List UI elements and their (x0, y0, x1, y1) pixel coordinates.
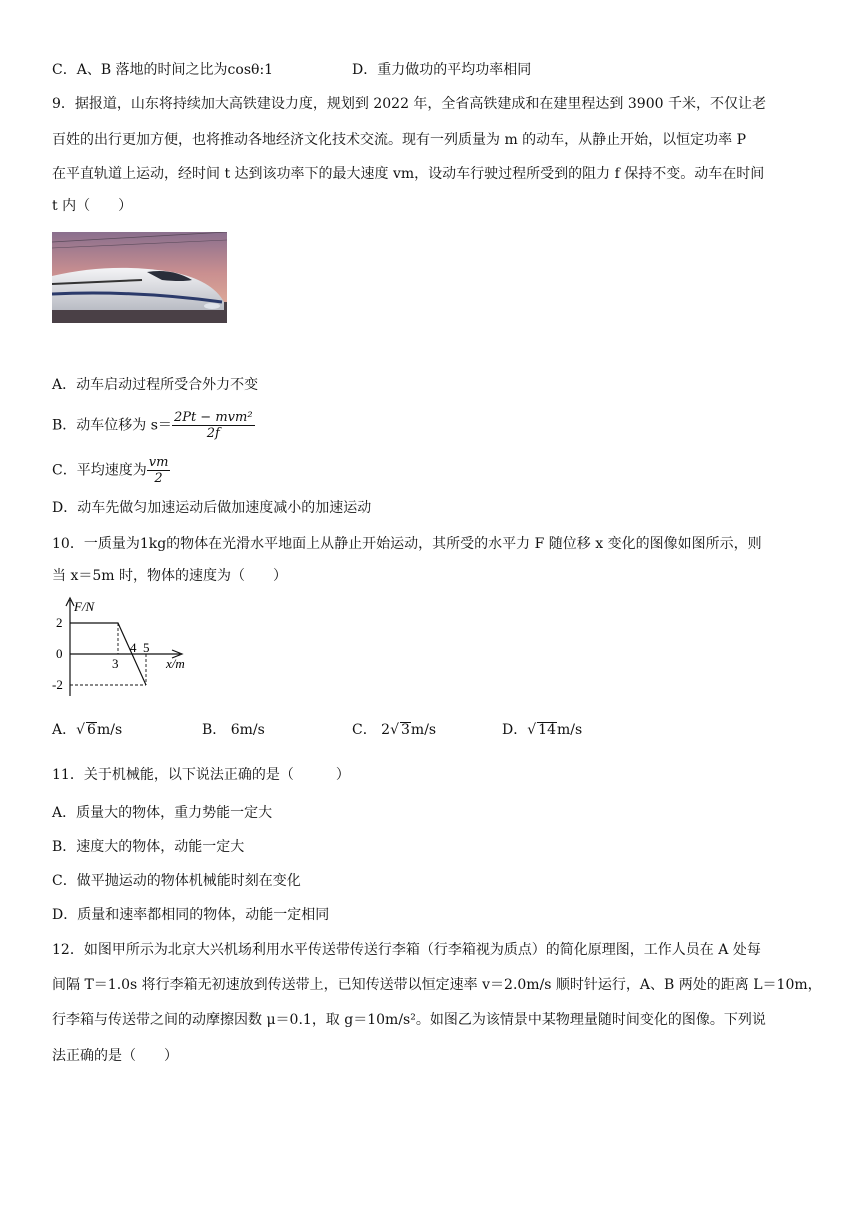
sqrt-icon: √ (76, 722, 86, 738)
sqrt-icon: √ (390, 722, 399, 738)
q11-option-b: B．速度大的物体，动能一定大 (52, 839, 245, 855)
x-tick-3: 3 (112, 656, 119, 671)
y-tick-neg2: -2 (52, 677, 63, 692)
q10-option-a-label: A． (52, 722, 77, 738)
q10-stem-line-1: 10．一质量为1kg的物体在光滑水平地面上从静止开始运动，其所受的水平力 F 随位移 x 变化的图像如图所示，则 (52, 536, 762, 552)
x-tick-4: 4 (130, 640, 137, 655)
q9-stem-line-3: 在平直轨道上运动，经时间 t 达到该功率下的最大速度 vm，设动车行驶过程所受到的阻力 f 保持不变。动车在时间 (52, 166, 765, 182)
unit: m/s (556, 722, 583, 738)
x-tick-5: 5 (143, 640, 150, 655)
q9-option-b-label: B．动车位移为 s＝ (52, 417, 172, 434)
q10-option-d-label: D． (502, 722, 528, 738)
q9-option-b (52, 410, 255, 441)
fraction-numerator: vm (148, 455, 169, 470)
force-displacement-graph (48, 596, 198, 700)
q9-option-c-label: C．平均速度为 (52, 462, 147, 479)
q9-stem-line-4: t 内（ ） (52, 198, 133, 214)
q8-option-d: D．重力做功的平均功率相同 (352, 62, 532, 78)
y-tick-0: 0 (56, 646, 63, 661)
q9-option-c (52, 455, 170, 486)
q11-option-c: C．做平抛运动的物体机械能时刻在变化 (52, 873, 301, 889)
unit: m/s (410, 722, 437, 738)
q12-stem-line-3: 行李箱与传送带之间的动摩擦因数 μ＝0.1，取 g＝10m/s²。如图乙为该情景中某物理量随时间变化的图像。下列说 (52, 1012, 766, 1028)
q10-option-a (52, 720, 122, 740)
y-tick-2: 2 (56, 615, 63, 630)
y-axis-label: F/N (74, 599, 95, 614)
q9-option-b-fraction (172, 410, 255, 441)
radicand: 3 (401, 722, 410, 738)
q10-stem-line-2: 当 x＝5m 时，物体的速度为（ ） (52, 568, 287, 584)
fraction-numerator: 2Pt − mvm² (173, 410, 253, 425)
q12-stem-line-1: 12．如图甲所示为北京大兴机场利用水平传送带传送行李箱（行李箱视为质点）的简化原理图，工作人员在 A 处每 (52, 942, 761, 958)
radicand: 6 (87, 722, 96, 738)
q9-option-c-fraction (147, 455, 171, 486)
radicand: 14 (538, 722, 556, 738)
q12-stem-line-4: 法正确的是（ ） (52, 1048, 178, 1064)
q10-option-c-label: C． 2 (352, 722, 391, 738)
q10-option-c (352, 720, 436, 740)
q11-option-d: D．质量和速率都相同的物体，动能一定相同 (52, 907, 330, 923)
q9-stem-line-2: 百姓的出行更加方便，也将推动各地经济文化技术交流。现有一列质量为 m 的动车，从静止开始，以恒定功率 P (52, 132, 747, 148)
q10-option-d (502, 720, 582, 740)
q12-stem-line-2: 间隔 T＝1.0s 将行李箱无初速放到传送带上，已知传送带以恒定速率 v＝2.0m/s 顺时针运行，A、B 两处的距离 L＝10m， (52, 977, 822, 993)
q9-stem-line-1: 9．据报道，山东将持续加大高铁建设力度，规划到 2022 年，全省高铁建成和在建里程达到 3900 千米，不仅让老 (52, 96, 766, 112)
q11-option-a: A．质量大的物体，重力势能一定大 (52, 805, 273, 821)
train-photo (52, 232, 227, 323)
q9-option-d: D．动车先做匀加速运动后做加速度减小的加速运动 (52, 500, 372, 516)
q11-stem: 11．关于机械能，以下说法正确的是（ ） (52, 767, 350, 783)
x-axis-label: x/m (166, 656, 185, 671)
q8-option-c: C．A、B 落地的时间之比为cosθ:1 (52, 62, 274, 78)
fraction-denominator: 2f (206, 426, 220, 441)
sqrt-icon: √ (527, 722, 537, 738)
fraction-denominator: 2 (154, 471, 163, 486)
unit: m/s (96, 722, 123, 738)
q9-option-a: A．动车启动过程所受合外力不变 (52, 377, 259, 393)
q10-option-b: B． 6m/s (202, 722, 265, 738)
